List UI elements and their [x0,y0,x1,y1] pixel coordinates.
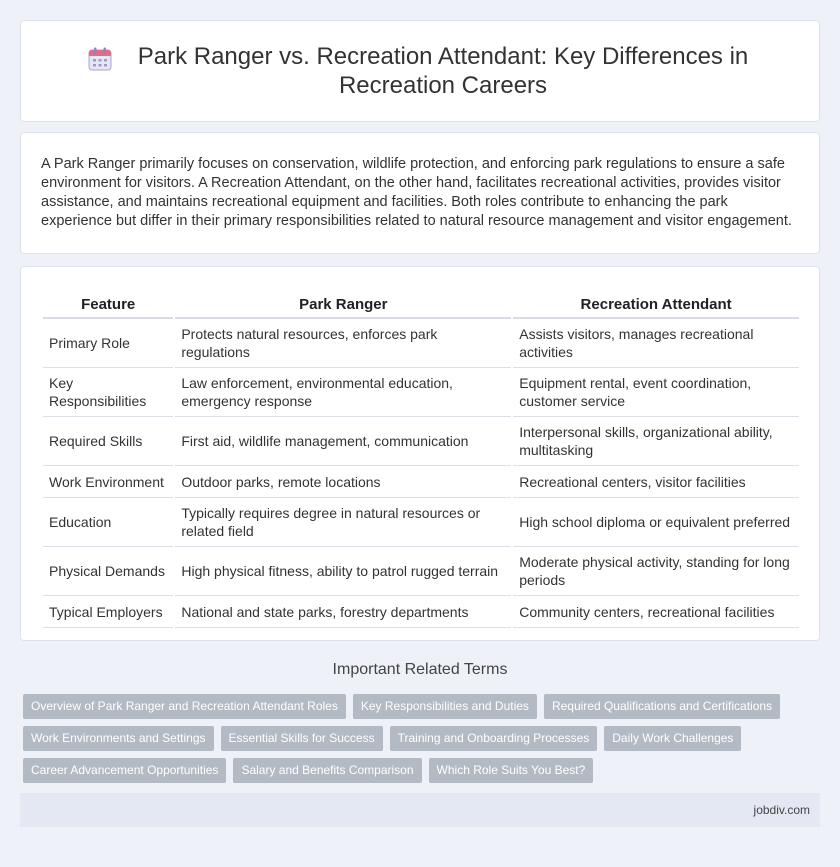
table-row [43,498,799,547]
row-feature: Physical Demands [43,547,173,596]
row-park-ranger: Protects natural resources, enforces park regulations [175,319,511,368]
header-feature: Feature [43,291,173,319]
row-recreation-attendant: Interpersonal skills, organizational ability, multitasking [513,417,799,466]
related-terms-list [23,694,813,783]
related-term-tag[interactable]: Required Qualifications and Certifications [544,694,780,719]
table-row [43,466,799,498]
calendar-icon [87,46,113,72]
intro-text: A Park Ranger primarily focuses on conservation, wildlife protection, and enforcing park regulations to ensure a safe environment for visitors. A Recreation Attendant, on the other hand, facilitates recreational activities, provides visitor assistance, and maintains recreational equipment and facilities. Both roles contribute to enhancing the park experience but differ in their primary responsibilities related to natural resource management and visitor engagement. [41,156,792,229]
row-park-ranger: National and state parks, forestry departments [175,596,511,628]
intro-card [20,132,820,254]
footer-site-link[interactable]: jobdiv.com [753,803,810,817]
row-feature: Work Environment [43,466,173,498]
table-row [43,596,799,628]
row-park-ranger: Typically requires degree in natural resources or related field [175,498,511,547]
header-park-ranger: Park Ranger [175,291,511,319]
related-terms-title: Important Related Terms [332,661,508,678]
table-header-row [43,291,799,319]
row-park-ranger: Outdoor parks, remote locations [175,466,511,498]
row-feature: Required Skills [43,417,173,466]
related-term-tag[interactable]: Career Advancement Opportunities [23,758,226,783]
row-park-ranger: Law enforcement, environmental education, emergency response [175,368,511,417]
page-title: Park Ranger vs. Recreation Attendant: Key Differences in Recreation Careers [137,43,749,99]
header-card [20,20,820,122]
related-term-tag[interactable]: Essential Skills for Success [221,726,383,751]
row-park-ranger: High physical fitness, ability to patrol rugged terrain [175,547,511,596]
related-term-tag[interactable]: Training and Onboarding Processes [390,726,598,751]
row-feature: Typical Employers [43,596,173,628]
row-feature: Key Responsibilities [43,368,173,417]
row-recreation-attendant: High school diploma or equivalent preferred [513,498,799,547]
related-term-tag[interactable]: Work Environments and Settings [23,726,214,751]
related-term-tag[interactable]: Salary and Benefits Comparison [233,758,421,783]
table-row [43,547,799,596]
related-term-tag[interactable]: Daily Work Challenges [604,726,741,751]
table-row [43,417,799,466]
related-term-tag[interactable]: Key Responsibilities and Duties [353,694,537,719]
row-feature: Primary Role [43,319,173,368]
comparison-card [20,266,820,641]
row-park-ranger: First aid, wildlife management, communication [175,417,511,466]
row-recreation-attendant: Equipment rental, event coordination, customer service [513,368,799,417]
row-recreation-attendant: Moderate physical activity, standing for long periods [513,547,799,596]
related-term-tag[interactable]: Overview of Park Ranger and Recreation Attendant Roles [23,694,346,719]
row-feature: Education [43,498,173,547]
footer [20,793,820,827]
comparison-table [41,291,801,628]
table-row [43,368,799,417]
header-recreation-attendant: Recreation Attendant [513,291,799,319]
row-recreation-attendant: Recreational centers, visitor facilities [513,466,799,498]
related-term-tag[interactable]: Which Role Suits You Best? [429,758,594,783]
table-row [43,319,799,368]
row-recreation-attendant: Community centers, recreational facilities [513,596,799,628]
row-recreation-attendant: Assists visitors, manages recreational activities [513,319,799,368]
